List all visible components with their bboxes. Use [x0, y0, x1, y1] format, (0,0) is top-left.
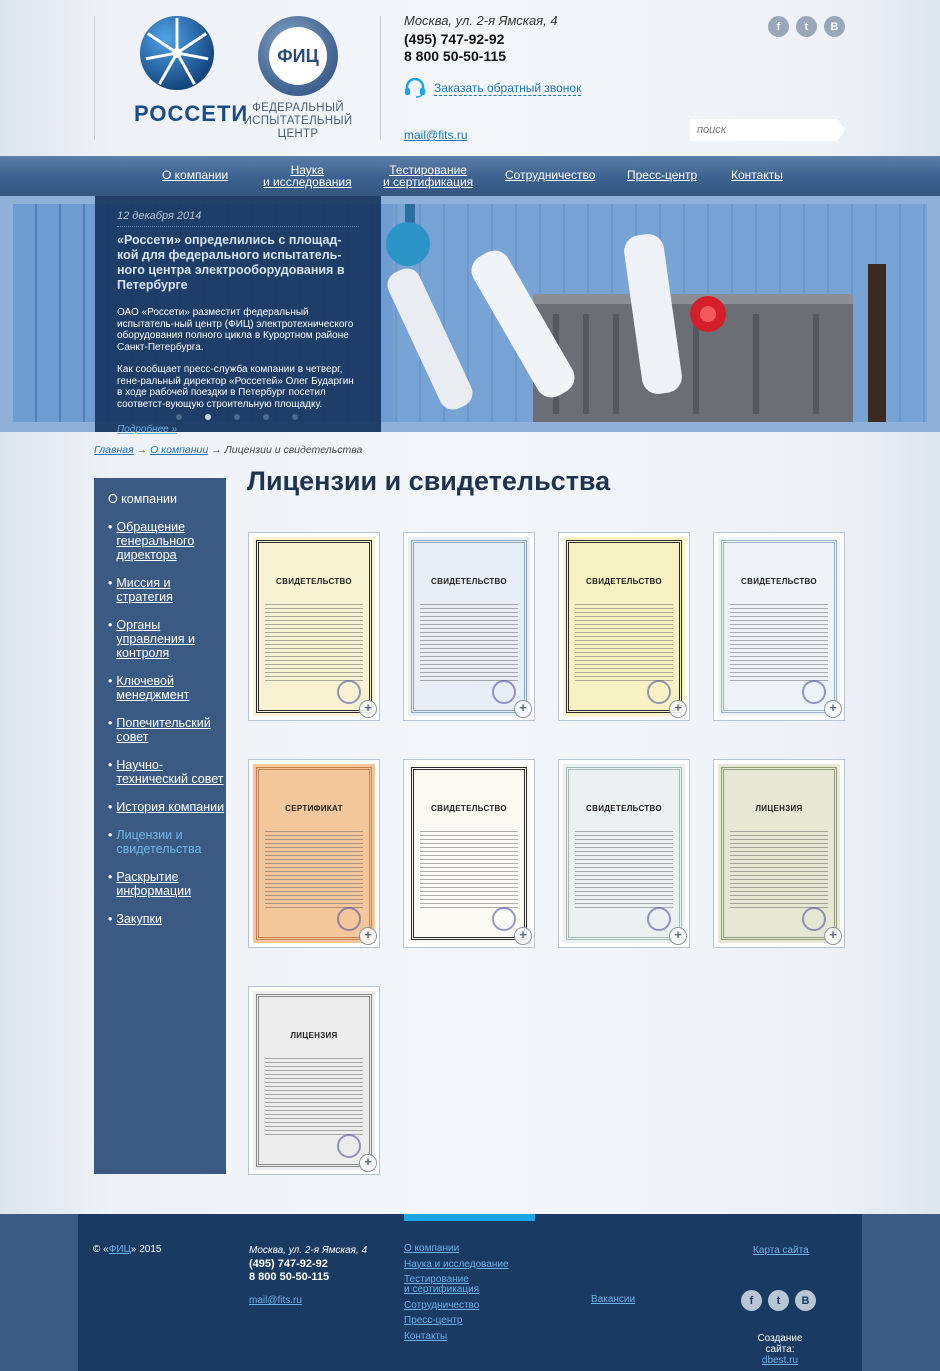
footer-sitemap-link[interactable]: Карта сайта: [753, 1245, 809, 1256]
certificate-name: СВИДЕТЕЛЬСТВО: [586, 577, 662, 586]
certificate-name: СВИДЕТЕЛЬСТВО: [586, 804, 662, 813]
header-contacts: [404, 13, 558, 64]
certificate-text-lines: [420, 828, 518, 909]
footer-phone-1[interactable]: (495) 747-92-92: [249, 1258, 328, 1270]
sidebar-item-label[interactable]: Лицензии и свидетельства: [116, 828, 202, 856]
footer-phone-2[interactable]: 8 800 50-50-115: [249, 1271, 330, 1283]
header: [0, 0, 940, 156]
sidebar-bullet: •: [108, 618, 113, 632]
certificate-text-lines: [575, 828, 673, 909]
footer-menu-item[interactable]: Пресс-центр: [404, 1315, 463, 1326]
certificate-thumbnail[interactable]: [403, 532, 535, 721]
certificate-stamp: [802, 680, 826, 704]
header-phone-1[interactable]: (495) 747-92-92: [404, 31, 505, 47]
search-arrow-icon[interactable]: [837, 119, 845, 141]
certificate-name: СВИДЕТЕЛЬСТВО: [276, 577, 352, 586]
slider-dot[interactable]: [205, 414, 211, 420]
nav-item-press[interactable]: Пресс-центр: [627, 168, 698, 182]
facebook-icon[interactable]: f: [768, 16, 789, 37]
fic-logo-line: ФЕДЕРАЛЬНЫЙ: [252, 102, 344, 114]
facebook-icon[interactable]: f: [741, 1290, 762, 1311]
page-title: Лицензии и свидетельства: [247, 466, 611, 496]
certificate-stamp: [337, 1134, 361, 1158]
breadcrumb-home[interactable]: Главная: [94, 444, 134, 456]
fic-logo-text: [240, 102, 356, 141]
zoom-icon[interactable]: +: [669, 927, 687, 945]
headset-icon: [404, 78, 426, 98]
rosseti-logo[interactable]: [134, 14, 249, 127]
header-phone-2[interactable]: 8 800 50-50-115: [404, 48, 506, 64]
sidebar-bullet: •: [108, 758, 113, 772]
footer-accent-bar: [404, 1214, 535, 1221]
footer-socials: [741, 1290, 816, 1311]
certificate-document: [253, 991, 375, 1170]
certificate-stamp: [337, 907, 361, 931]
copyright-link[interactable]: ФИЦ: [108, 1244, 131, 1255]
callback-request[interactable]: [404, 78, 581, 98]
slider-dots: [176, 414, 298, 420]
twitter-icon[interactable]: t: [768, 1290, 789, 1311]
news-date: 12 декабря 2014: [117, 210, 359, 227]
footer-vacancies-link[interactable]: Вакансии: [591, 1294, 636, 1305]
certificate-name: СВИДЕТЕЛЬСТВО: [431, 577, 507, 586]
nav-item-about[interactable]: О компании: [162, 168, 229, 182]
certificate-text-lines: [730, 828, 828, 909]
breadcrumb: [94, 444, 362, 456]
slider-dot[interactable]: [234, 414, 240, 420]
header-socials: [768, 16, 845, 37]
certificate-stamp: [492, 907, 516, 931]
sidebar-item-label[interactable]: Ключевой менеджмент: [116, 674, 190, 702]
callback-link[interactable]: Заказать обратный звонок: [434, 80, 582, 95]
sidebar-item-label[interactable]: Обращение генерального директора: [116, 520, 195, 562]
footer-menu-item[interactable]: Наука и исследование: [404, 1258, 509, 1270]
breadcrumb-section[interactable]: О компании: [150, 444, 209, 456]
zoom-icon[interactable]: +: [824, 927, 842, 945]
sidebar-item[interactable]: [108, 576, 226, 604]
certificate-name: СЕРТИФИКАТ: [285, 804, 343, 813]
certificate-document: [563, 537, 685, 716]
breadcrumb-separator: →: [136, 444, 148, 456]
certificate-text-lines: [265, 828, 363, 909]
footer-address: Москва, ул. 2-я Ямская, 4: [249, 1245, 368, 1256]
made-by-label: Создание сайта:: [757, 1333, 803, 1355]
footer-copyright: [93, 1244, 162, 1255]
footer-menu: [404, 1244, 509, 1347]
certificate-stamp: [647, 680, 671, 704]
certificate-name: ЛИЦЕНЗИЯ: [755, 804, 803, 813]
sidebar-item-label[interactable]: Закупки: [116, 912, 162, 926]
sidebar-bullet: •: [108, 674, 113, 688]
sidebar-item-label[interactable]: Научно-технический совет: [116, 758, 224, 786]
certificate-text-lines: [265, 1055, 363, 1136]
zoom-icon[interactable]: +: [359, 1154, 377, 1172]
fic-logo-line: ЦЕНТР: [277, 128, 319, 140]
certificate-thumbnail[interactable]: [558, 532, 690, 721]
header-email-link[interactable]: mail@fits.ru: [404, 128, 468, 142]
certificate-stamp: [802, 907, 826, 931]
news-more-link[interactable]: Подробнее »: [117, 424, 178, 435]
certificate-document: [253, 537, 375, 716]
certificate-text-lines: [420, 601, 518, 682]
slider-dot[interactable]: [176, 414, 182, 420]
certificate-document: [563, 764, 685, 943]
rosseti-logo-text: РОССЕТИ: [134, 101, 249, 126]
sidebar-item[interactable]: [108, 716, 226, 744]
footer-menu-item[interactable]: О компании: [404, 1243, 460, 1254]
sidebar-bullet: •: [108, 870, 113, 884]
certificate-thumbnail[interactable]: [713, 532, 845, 721]
sidebar-title: О компании: [108, 492, 177, 506]
zoom-icon[interactable]: +: [359, 927, 377, 945]
fic-logo-mark: ФИЦ: [269, 27, 327, 85]
copyright-prefix: © «: [93, 1244, 109, 1255]
fic-logo-icon: [258, 16, 338, 96]
nav-item-science[interactable]: Наука и исследования: [263, 163, 352, 189]
sidebar-bullet: •: [108, 716, 113, 730]
sidebar-item[interactable]: [108, 618, 226, 660]
sidebar-item[interactable]: [108, 758, 226, 786]
footer-menu-item[interactable]: Сотрудничество: [404, 1299, 480, 1311]
certificate-document: [253, 764, 375, 943]
vkontakte-icon[interactable]: B: [824, 16, 845, 37]
fic-logo[interactable]: [240, 16, 356, 141]
sidebar-bullet: •: [108, 912, 113, 926]
sidebar-item[interactable]: [108, 674, 226, 702]
certificate-name: ЛИЦЕНЗИЯ: [290, 1031, 338, 1040]
footer-contacts: [249, 1245, 367, 1306]
zoom-icon[interactable]: +: [514, 700, 532, 718]
slider-dot[interactable]: [263, 414, 269, 420]
zoom-icon[interactable]: +: [514, 927, 532, 945]
header-divider: [380, 16, 381, 140]
main-nav: [0, 156, 940, 196]
nav-item-testing[interactable]: Тестирование и сертификация: [383, 163, 474, 189]
certificate-thumbnail[interactable]: [403, 759, 535, 948]
made-by-link[interactable]: dbest.ru: [761, 1355, 799, 1366]
sidebar-item[interactable]: [108, 912, 226, 926]
twitter-icon[interactable]: t: [796, 16, 817, 37]
copyright-suffix: » 2015: [130, 1244, 162, 1255]
certificate-name: СВИДЕТЕЛЬСТВО: [741, 577, 817, 586]
vkontakte-icon[interactable]: B: [795, 1290, 816, 1311]
news-title[interactable]: «Россети» определились с площад-кой для федерального испытатель-ного центра электрооборудования в Петербурге: [117, 233, 345, 292]
certificate-thumbnail[interactable]: [248, 532, 380, 721]
breadcrumb-separator: →: [211, 444, 222, 456]
search-input[interactable]: [690, 119, 838, 141]
sidebar-item[interactable]: [108, 800, 226, 814]
certificate-stamp: [337, 680, 361, 704]
footer-made-by: [742, 1333, 818, 1366]
header-address: Москва, ул. 2-я Ямская, 4: [404, 13, 558, 28]
news-panel: [95, 196, 381, 435]
sidebar-item[interactable]: [108, 870, 226, 898]
search-box: [690, 119, 845, 141]
nav-item-cooperation[interactable]: Сотрудничество: [505, 168, 596, 182]
nav-item-contacts[interactable]: Контакты: [731, 168, 783, 182]
zoom-icon[interactable]: +: [824, 700, 842, 718]
certificate-stamp: [647, 907, 671, 931]
certificate-text-lines: [730, 601, 828, 682]
certificate-thumbnail[interactable]: [558, 759, 690, 948]
sidebar-bullet: •: [108, 828, 113, 842]
sidebar-item-label[interactable]: Попечительский совет: [116, 716, 211, 744]
sidebar: [94, 478, 226, 1174]
sidebar-item-label[interactable]: Органы управления и контроля: [116, 618, 196, 660]
news-paragraph-2: Как сообщает пресс-служба компании в четверг, гене-ральный директор «Россетей» Олег Бударгин в ходе рабочей поездки в Петербург посетил соответст-вующую строительную площадку.: [117, 364, 354, 410]
news-paragraph-1: ОАО «Россети» разместит федеральный испытатель-ный центр (ФИЦ) электротехнического оборудования полного цикла в Курортном районе Санкт-Петербурга.: [117, 307, 354, 353]
fic-logo-line: ИСПЫТАТЕЛЬНЫЙ: [243, 115, 353, 127]
sidebar-item-label[interactable]: Миссия и стратегия: [116, 576, 173, 604]
certificate-document: [718, 764, 840, 943]
sidebar-item[interactable]: [108, 520, 226, 562]
rosseti-globe-icon: [138, 14, 216, 92]
header-divider: [94, 16, 95, 140]
sidebar-item-label[interactable]: История компании: [116, 800, 225, 814]
sidebar-item-label[interactable]: Раскрытие информации: [116, 870, 192, 898]
sidebar-bullet: •: [108, 520, 113, 534]
certificate-stamp: [492, 680, 516, 704]
certificate-thumbnail[interactable]: [713, 759, 845, 948]
certificate-thumbnail[interactable]: [248, 986, 380, 1175]
certificate-document: [408, 537, 530, 716]
sidebar-bullet: •: [108, 576, 113, 590]
certificate-text-lines: [265, 601, 363, 682]
zoom-icon[interactable]: +: [669, 700, 687, 718]
slider-dot[interactable]: [292, 414, 298, 420]
certificate-document: [408, 764, 530, 943]
certificate-thumbnail[interactable]: [248, 759, 380, 948]
certificate-document: [718, 537, 840, 716]
certificate-text-lines: [575, 601, 673, 682]
certificate-name: СВИДЕТЕЛЬСТВО: [431, 804, 507, 813]
sidebar-bullet: •: [108, 800, 113, 814]
breadcrumb-current: Лицензии и свидетельства: [224, 444, 363, 456]
zoom-icon[interactable]: +: [359, 700, 377, 718]
footer-email-link[interactable]: mail@fits.ru: [249, 1295, 302, 1306]
footer-menu-item[interactable]: Контакты: [404, 1330, 448, 1342]
sidebar-item[interactable]: [108, 828, 226, 856]
footer-menu-item[interactable]: Тестирование и сертификация: [404, 1274, 480, 1295]
